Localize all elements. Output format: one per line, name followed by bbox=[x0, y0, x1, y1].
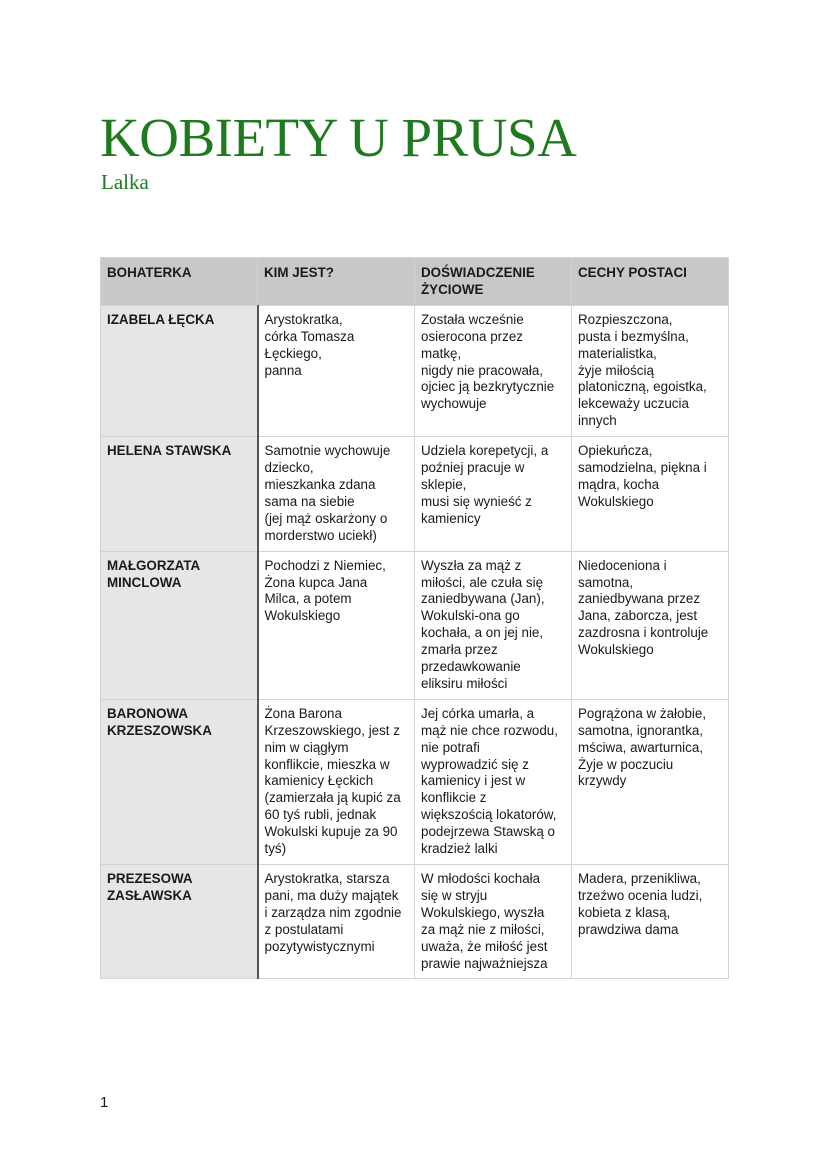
cell-name: BARONOWA KRZESZOWSKA bbox=[101, 699, 258, 864]
document-subtitle: Lalka bbox=[101, 170, 149, 194]
table-row bbox=[101, 437, 729, 551]
cell-traits: Opiekuńcza, samodzielna, piękna i mądra, kocha Wokulskiego bbox=[572, 437, 729, 551]
cell-who: Pochodzi z Niemiec, Żona kupca Jana Milca, a potem Wokulskiego bbox=[258, 551, 415, 699]
cell-name: IZABELA ŁĘCKA bbox=[101, 305, 258, 436]
cell-traits: Niedoceniona i samotna, zaniedbywana przez Jana, zaborcza, jest zazdrosna i kontroluje Wokulskiego bbox=[572, 551, 729, 699]
cell-experience: W młodości kochała się w stryju Wokulskiego, wyszła za mąż nie z miłości, uważa, że miłość jest prawie najważniejsza bbox=[415, 865, 572, 979]
cell-experience: Udziela korepetycji, a poźniej pracuje w sklepie, musi się wynieść z kamienicy bbox=[415, 437, 572, 551]
cell-traits: Pogrążona w żałobie, samotna, ignorantka, mściwa, awarturnica, Żyje w poczuciu krzywdy bbox=[572, 699, 729, 864]
cell-name: MAŁGORZATA MINCLOWA bbox=[101, 551, 258, 699]
cell-name: HELENA STAWSKA bbox=[101, 437, 258, 551]
page-number: 1 bbox=[100, 1094, 109, 1111]
cell-who: Żona Barona Krzeszowskiego, jest z nim w ciągłym konflikcie, mieszka w kamienicy Łęckich (zamierzała ją kupić za 60 tyś rubli, jednak Wokulski kupuje za 90 tyś) bbox=[258, 699, 415, 864]
table-header-row bbox=[101, 258, 729, 306]
table-row bbox=[101, 551, 729, 699]
table-row bbox=[101, 865, 729, 979]
document-title: KOBIETY U PRUSA bbox=[100, 107, 577, 168]
header-bohaterka: BOHATERKA bbox=[101, 258, 258, 306]
cell-who: Arystokratka, starsza pani, ma duży majątek i zarządza nim zgodnie z postulatami pozytywistycznymi bbox=[258, 865, 415, 979]
cell-who: Arystokratka, córka Tomasza Łęckiego, panna bbox=[258, 305, 415, 436]
cell-name: PREZESOWA ZASŁAWSKA bbox=[101, 865, 258, 979]
cell-traits: Rozpieszczona, pusta i bezmyślna, materialistka, żyje miłością platoniczną, egoistka, lekceważy uczucia innych bbox=[572, 305, 729, 436]
cell-experience: Wyszła za mąż z miłości, ale czuła się zaniedbywana (Jan), Wokulski-ona go kochała, a on jej nie, zmarła przez przedawkowanie eliksiru miłości bbox=[415, 551, 572, 699]
header-doswiadczenie: DOŚWIADCZENIE ŻYCIOWE bbox=[415, 258, 572, 306]
cell-experience: Jej córka umarła, a mąż nie chce rozwodu, nie potrafi wyprowadzić się z kamienicy i jest w konflikcie z większością lokatorów, podejrzewa Stawską o kradzież lalki bbox=[415, 699, 572, 864]
header-cechy-postaci: CECHY POSTACI bbox=[572, 258, 729, 306]
cell-who: Samotnie wychowuje dziecko, mieszkanka zdana sama na siebie (jej mąż oskarżony o morderstwo uciekł) bbox=[258, 437, 415, 551]
cell-traits: Madera, przenikliwa, trzeźwo ocenia ludzi, kobieta z klasą, prawdziwa dama bbox=[572, 865, 729, 979]
table-row bbox=[101, 305, 729, 436]
cell-experience: Została wcześnie osierocona przez matkę, nigdy nie pracowała, ojciec ją bezkrytycznie wychowuje bbox=[415, 305, 572, 436]
header-kim-jest: KIM JEST? bbox=[258, 258, 415, 306]
characters-table bbox=[100, 257, 729, 979]
table-row bbox=[101, 699, 729, 864]
